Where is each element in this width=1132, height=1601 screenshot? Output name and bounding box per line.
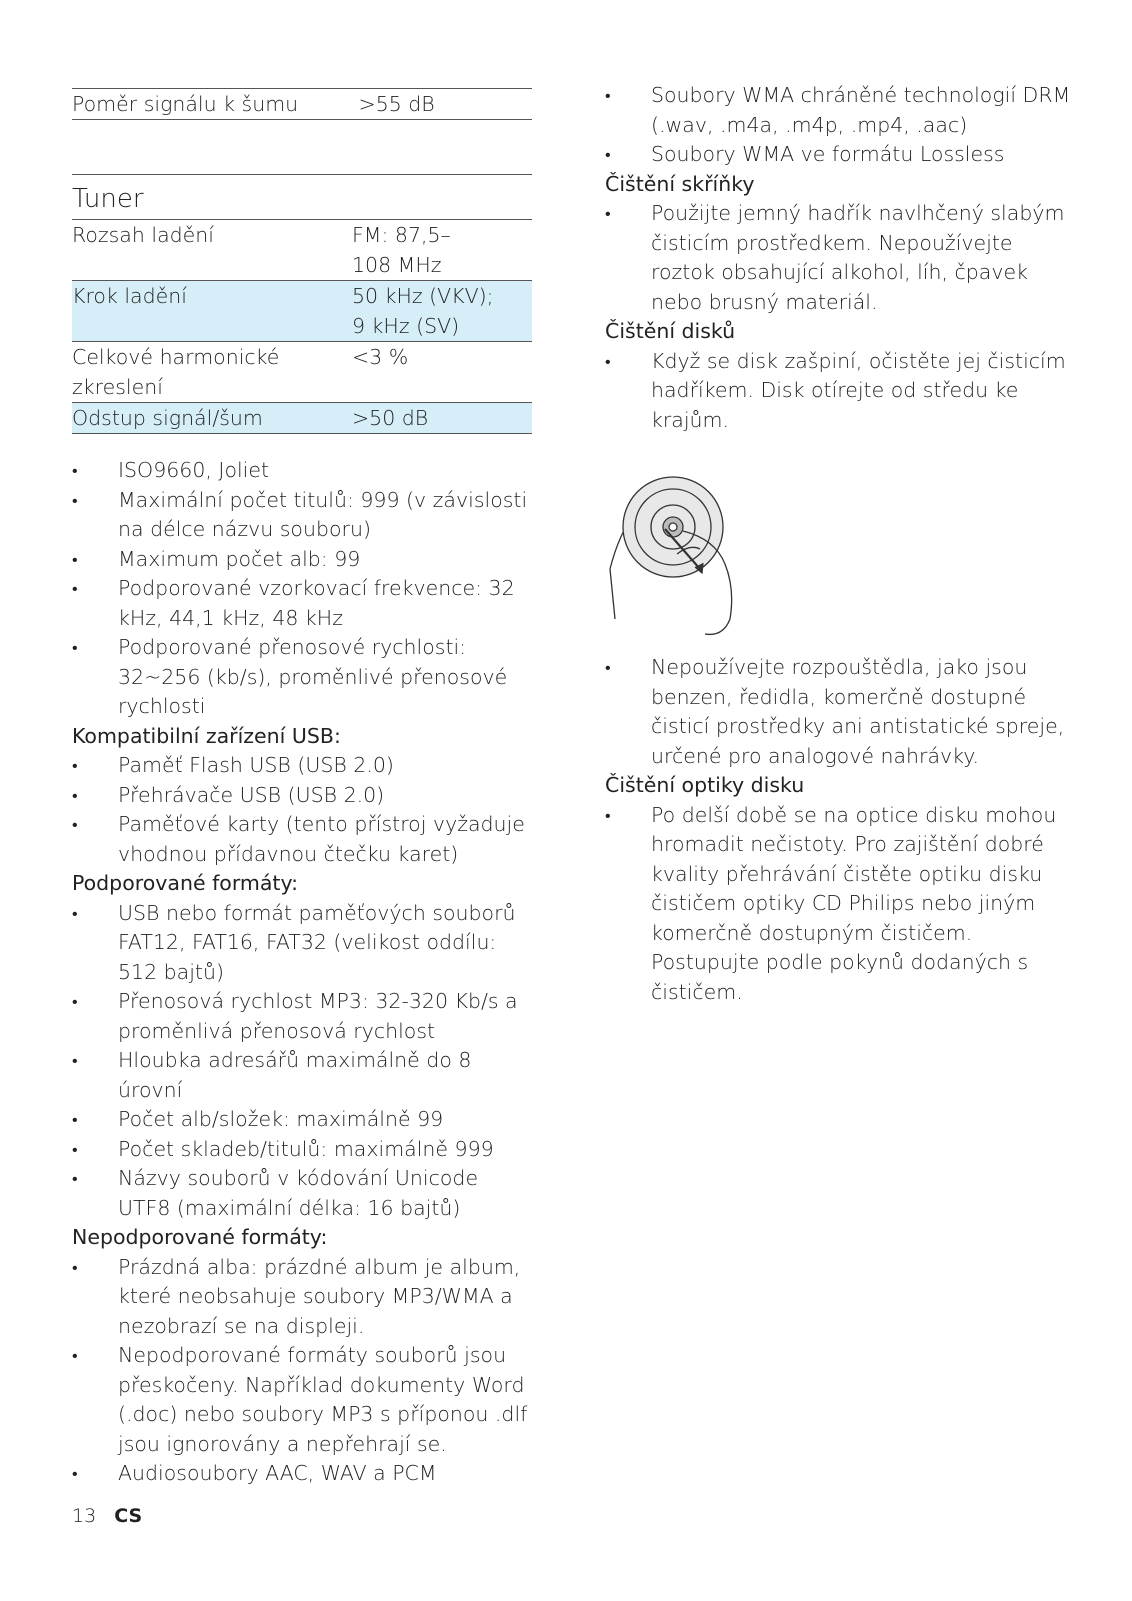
row-key: Krok ladění	[72, 284, 187, 308]
bullet-list	[605, 801, 1075, 1008]
page-number: 13	[72, 1505, 97, 1527]
row-key: Rozsah ladění	[72, 223, 214, 247]
table-row	[72, 220, 532, 281]
table-row	[72, 281, 532, 342]
list-item: • Nepodporované formáty souborů jsou přeskočeny. Například dokumenty Word (.doc) nebo soubory MP3 s příponou .dlf jsou ignorovány a nepřehrají se.	[72, 1341, 532, 1459]
row-key: Poměr signálu k šumu	[72, 92, 299, 116]
list-item: • Soubory WMA ve formátu Lossless	[605, 140, 1075, 170]
section-heading: Čištění disků	[605, 319, 736, 343]
table-row	[72, 342, 532, 403]
section-heading: Kompatibilní zařízení USB:	[72, 723, 341, 748]
left-column	[72, 0, 532, 1489]
list-item: • Po delší době se na optice disku mohou hromadit nečistoty. Pro zajištění dobré kvality přehrávání čistěte optiku disku čističem optiky CD Philips nebo jiným komerčně dostupným čističem. Postupujte podle pokynů dodaných s čističem.	[605, 801, 1075, 1008]
table-row	[72, 403, 532, 434]
row-key: Odstup signál/šum	[72, 406, 263, 430]
list-item: • Prázdná alba: prázdné album je album, které neobsahuje soubory MP3/WMA a nezobrazí se na displeji.	[72, 1253, 532, 1342]
list-item: • Audiosoubory AAC, WAV a PCM	[72, 1459, 532, 1489]
list-item: • Přehrávače USB (USB 2.0)	[72, 781, 532, 811]
bullet-list	[72, 456, 532, 722]
row-key: Celkové harmonické zkreslení	[72, 345, 280, 399]
list-item: • Když se disk zašpiní, očistěte jej čisticím hadříkem. Disk otírejte od středu ke krajům.	[605, 347, 1075, 436]
list-item: • Paměť Flash USB (USB 2.0)	[72, 751, 532, 781]
section-heading: Podporované formáty:	[72, 871, 299, 895]
bullet-list	[605, 81, 1075, 170]
section-heading: Čištění skříňky	[605, 171, 755, 196]
list-item: • Soubory WMA chráněné technologií DRM (.wav, .m4a, .m4p, .mp4, .aac)	[605, 81, 1075, 140]
bullet-list	[605, 653, 1075, 771]
snr-table	[72, 88, 532, 120]
row-value: FM: 87,5– 108 MHz	[352, 223, 451, 277]
tuner-heading: Tuner	[72, 174, 532, 219]
bullet-list	[72, 899, 532, 1224]
right-bottom-content	[605, 653, 1075, 1007]
row-value: <3 %	[352, 345, 409, 369]
list-item: • Paměťové karty (tento přístroj vyžaduje vhodnou přídavnou čtečku karet)	[72, 810, 532, 869]
bullet-list	[605, 347, 1075, 436]
list-item: • Použijte jemný hadřík navlhčený slabým čisticím prostředkem. Nepoužívejte roztok obsahující alkohol, líh, čpavek nebo brusný materiál.	[605, 199, 1075, 317]
list-item: • USB nebo formát paměťových souborů FAT12, FAT16, FAT32 (velikost oddílu: 512 bajtů)	[72, 899, 532, 988]
row-value: 50 kHz (VKV); 9 kHz (SV)	[352, 284, 494, 338]
language-code: CS	[114, 1505, 143, 1527]
list-item: • Počet skladeb/titulů: maximálně 999	[72, 1135, 532, 1165]
disc-cleaning-icon	[605, 469, 755, 639]
list-item: • ISO9660, Joliet	[72, 456, 532, 486]
table-row	[72, 89, 532, 120]
list-item: • Podporované vzorkovací frekvence: 32 kHz, 44,1 kHz, 48 kHz	[72, 574, 532, 633]
list-item: • Počet alb/složek: maximálně 99	[72, 1105, 532, 1135]
list-item: • Přenosová rychlost MP3: 32-320 Kb/s a proměnlivá přenosová rychlost	[72, 987, 532, 1046]
disc-cleaning-illustration	[605, 469, 755, 639]
section-heading: Čištění optiky disku	[605, 773, 805, 797]
list-item: • Podporované přenosové rychlosti: 32~256 (kb/s), proměnlivé přenosové rychlosti	[72, 633, 532, 722]
list-item: • Hloubka adresářů maximálně do 8 úrovní	[72, 1046, 532, 1105]
row-value: >55 dB	[352, 92, 435, 116]
section-heading: Nepodporované formáty:	[72, 1225, 328, 1249]
bullet-list	[605, 199, 1075, 317]
list-item: • Názvy souborů v kódování Unicode UTF8 (maximální délka: 16 bajtů)	[72, 1164, 532, 1223]
tuner-table	[72, 219, 532, 434]
page-footer	[72, 1505, 142, 1527]
bullet-list	[72, 751, 532, 869]
list-item: • Nepoužívejte rozpouštědla, jako jsou benzen, ředidla, komerčně dostupné čisticí prostředky ani antistatické spreje, určené pro analogové nahrávky.	[605, 653, 1075, 771]
bullet-list	[72, 1253, 532, 1489]
right-column	[605, 0, 1075, 1007]
list-item: • Maximum počet alb: 99	[72, 545, 532, 575]
row-value: >50 dB	[352, 406, 429, 430]
list-item: • Maximální počet titulů: 999 (v závislosti na délce názvu souboru)	[72, 486, 532, 545]
left-content	[72, 456, 532, 1489]
right-top-content	[605, 81, 1075, 435]
